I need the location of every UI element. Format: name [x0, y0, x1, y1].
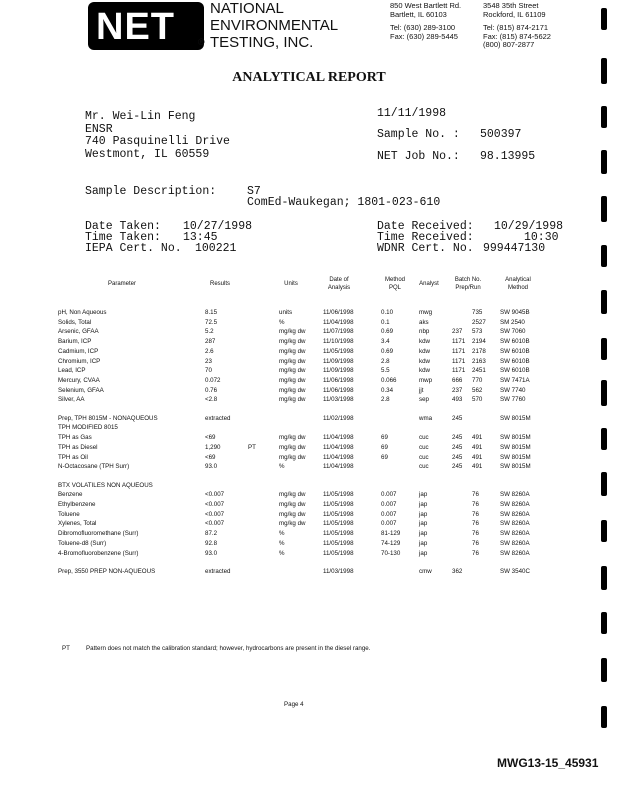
batch-run-cell: 2178 [472, 347, 486, 355]
result-cell: <0.007 [205, 491, 225, 499]
analyst-cell: cuc [419, 453, 429, 461]
time-received-label: Time Received: [377, 231, 474, 244]
analytical-method-cell: SW 8260A [500, 530, 530, 538]
analytical-method-cell: SW 8015M [500, 453, 531, 461]
analytical-method-cell: SW 8015M [500, 414, 531, 422]
footnote-text: Pattern does not match the calibration standard; however, hydrocarbons are present in the diesel range. [86, 645, 371, 652]
table-row [0, 434, 618, 444]
analyst-cell: kdw [419, 357, 431, 365]
sample-desc-2: ComEd-Waukegan; 1801-023-610 [247, 196, 441, 209]
analytical-method-cell: SW 3540C [500, 567, 530, 575]
date-cell: 11/05/1998 [323, 501, 354, 509]
result-cell: <0.007 [205, 520, 225, 528]
batch-prep-cell: 237 [452, 386, 463, 394]
analyst-cell: jap [419, 530, 428, 538]
batch-run-cell: 76 [472, 510, 479, 518]
batch-run-cell: 2163 [472, 357, 486, 365]
table-row [0, 338, 618, 348]
units-cell: mg/kg dw [279, 338, 306, 346]
client-address: Mr. Wei-Lin Feng ENSR 740 Pasquinelli Drive Westmont, IL 60559 [85, 110, 230, 161]
date-cell: 11/10/1998 [323, 338, 354, 346]
parameter-cell: pH, Non Aqueous [58, 309, 107, 316]
address-bartlett: 850 West Bartlett Rd. Bartlett, IL 60103 Tel: (630) 289-3100 Fax: (630) 289-5445 [390, 1, 462, 41]
pql-cell: 2.8 [381, 357, 390, 365]
batch-prep-cell: 245 [452, 453, 463, 461]
units-cell: % [279, 463, 285, 471]
batch-prep-cell: 362 [452, 567, 463, 575]
date-cell: 11/04/1998 [323, 434, 354, 442]
units-cell: mg/kg dw [279, 396, 306, 404]
table-row [0, 348, 618, 358]
parameter-cell: TPH as Oil [58, 453, 88, 461]
table-row [0, 463, 618, 473]
sample-desc-1: S7 [247, 185, 261, 198]
table-row [0, 377, 618, 387]
table-row [0, 309, 618, 319]
batch-run-cell: 2451 [472, 367, 486, 375]
result-cell: 92.8 [205, 539, 218, 547]
pql-cell: 0.34 [381, 386, 394, 394]
margin-bar [601, 106, 607, 128]
analytical-method-cell: SW 7471A [500, 376, 530, 384]
result-cell: 70 [205, 367, 212, 375]
units-cell: % [279, 530, 285, 538]
job-no: 98.13995 [480, 150, 536, 163]
date-cell: 11/09/1998 [323, 357, 354, 365]
analytical-method-cell: SW 8015M [500, 443, 531, 451]
pql-cell: 70-130 [381, 549, 401, 557]
pql-cell: 3.4 [381, 338, 390, 346]
logo-text: NET [96, 6, 175, 48]
table-row [0, 424, 618, 434]
result-cell: 1,290 [205, 443, 221, 451]
units-cell: % [279, 549, 285, 557]
pql-cell: 0.007 [381, 501, 397, 509]
units-cell: mg/kg dw [279, 501, 306, 509]
table-row [0, 520, 618, 530]
result-cell: 8.15 [205, 309, 218, 316]
result-cell: <69 [205, 434, 216, 442]
date-taken-label: Date Taken: [85, 220, 161, 233]
table-row [0, 396, 618, 406]
analyst-cell: cuc [419, 463, 429, 471]
parameter-cell: Selenium, GFAA [58, 386, 104, 394]
parameter-cell: Chromium, ICP [58, 357, 101, 365]
margin-bar [601, 472, 607, 496]
batch-run-cell: 491 [472, 434, 483, 442]
parameter-cell: Benzene [58, 491, 83, 499]
company-name-line: ENVIRONMENTAL [210, 17, 339, 34]
table-row [0, 454, 618, 464]
col-header-parameter: Parameter [107, 281, 136, 287]
analyst-cell: mwg [419, 309, 433, 316]
iepa-no: 100221 [195, 242, 237, 255]
batch-prep-cell: 245 [452, 434, 463, 442]
date-cell: 11/04/1998 [323, 443, 354, 451]
date-cell: 11/07/1998 [323, 328, 354, 336]
pql-cell: 0.69 [381, 347, 394, 355]
analyst-cell: cmw [419, 567, 432, 575]
date-cell: 11/04/1998 [323, 453, 354, 461]
analyst-cell: wma [419, 414, 433, 422]
batch-run-cell: 491 [472, 463, 483, 471]
table-row [0, 444, 618, 454]
table-row [0, 511, 618, 521]
wdnr-no: 999447130 [483, 242, 546, 255]
parameter-cell: Dibromofluoromethane (Surr) [58, 530, 139, 538]
pql-cell: 0.1 [381, 318, 390, 326]
units-cell: % [279, 539, 285, 547]
parameter-cell: Prep, 3550 PREP NON-AQUEOUS [58, 567, 156, 575]
analyst-cell: kdw [419, 347, 431, 355]
analytical-method-cell: SW 6010B [500, 347, 530, 355]
col-header-method-pql: Method PQL [384, 277, 405, 291]
result-cell: 5.2 [205, 328, 214, 336]
date-cell: 11/05/1998 [323, 520, 354, 528]
date-cell: 11/09/1998 [323, 367, 354, 375]
company-name-line: TESTING, INC. [210, 34, 314, 51]
analytical-method-cell: SW 6010B [500, 357, 530, 365]
units-cell: mg/kg dw [279, 357, 306, 365]
analytical-method-cell: SW 8260A [500, 549, 530, 557]
date-cell: 11/03/1998 [323, 567, 354, 575]
date-cell: 11/05/1998 [323, 549, 354, 557]
parameter-cell: Prep, TPH 8015M - NONAQUEOUS [58, 414, 158, 422]
table-row [0, 568, 618, 578]
result-cell: <0.007 [205, 501, 225, 509]
analytical-method-cell: SW 7760 [500, 396, 526, 404]
batch-prep-cell: 245 [452, 414, 463, 422]
result-cell: extracted [205, 567, 231, 575]
units-cell: mg/kg dw [279, 367, 306, 375]
net-logo [88, 2, 204, 50]
table-row [0, 387, 618, 397]
batch-run-cell: 735 [472, 309, 483, 316]
units-cell: mg/kg dw [279, 510, 306, 518]
date-cell: 11/05/1998 [323, 530, 354, 538]
parameter-cell: Lead, ICP [58, 367, 86, 375]
pql-cell: 5.5 [381, 367, 390, 375]
date-cell: 11/05/1998 [323, 491, 354, 499]
result-cell: 87.2 [205, 530, 218, 538]
margin-bar [601, 658, 607, 682]
margin-bar [601, 58, 607, 84]
margin-bar [601, 380, 607, 406]
date-cell: 11/04/1998 [323, 463, 354, 471]
table-row [0, 367, 618, 377]
batch-run-cell: 573 [472, 328, 483, 336]
batch-run-cell: 570 [472, 396, 483, 404]
company-name [210, 0, 338, 51]
address-rockford: 3548 35th Street Rockford, IL 61109 Tel: (815) 874-2171 Fax: (815) 874-5622 (800) 807-2877 [483, 1, 551, 49]
parameter-cell: Solids, Total [58, 318, 92, 326]
analytical-method-cell: SW 6010B [500, 338, 530, 346]
parameter-cell: BTX VOLATILES NON AQUEOUS [58, 481, 153, 489]
margin-bar [601, 8, 607, 30]
parameter-cell: TPH MODIFIED 8015 [58, 424, 118, 432]
batch-run-cell: 76 [472, 549, 479, 557]
time-received: 10:30 [524, 231, 559, 244]
analyst-cell: jap [419, 520, 428, 528]
margin-bar [601, 566, 607, 590]
parameter-cell: Toluene-d8 (Surr) [58, 539, 107, 547]
date-cell: 11/04/1998 [323, 318, 354, 326]
page-number: Page 4 [284, 701, 304, 708]
pql-cell: 0.69 [381, 328, 394, 336]
col-header-results: Results [209, 281, 230, 287]
units-cell: mg/kg dw [279, 520, 306, 528]
batch-prep-cell: 666 [452, 376, 463, 384]
iepa-label: IEPA Cert. No. [85, 242, 182, 255]
table-row [0, 319, 618, 329]
units-cell: mg/kg dw [279, 491, 306, 499]
batch-prep-cell: 493 [452, 396, 463, 404]
pql-cell: 2.8 [381, 396, 390, 404]
date-cell: 11/03/1998 [323, 396, 354, 404]
time-taken: 13:45 [183, 231, 218, 244]
pql-cell: 69 [381, 453, 388, 461]
parameter-cell: Barium, ICP [58, 338, 92, 346]
units-cell: % [279, 318, 285, 326]
pql-cell: 0.007 [381, 491, 397, 499]
batch-run-cell: 2194 [472, 338, 486, 346]
analyst-cell: jap [419, 510, 428, 518]
analytical-method-cell: SW 8260A [500, 539, 530, 547]
batch-run-cell: 76 [472, 539, 479, 547]
parameter-cell: Arsenic, GFAA [58, 328, 99, 336]
result-cell: <0.007 [205, 510, 225, 518]
analytical-method-cell: SW 8015M [500, 463, 531, 471]
margin-bar [601, 150, 607, 174]
units-cell: mg/kg dw [279, 347, 306, 355]
wdnr-label: WDNR Cert. No. [377, 242, 474, 255]
analytical-method-cell: SW 7060 [500, 328, 526, 336]
pql-cell: 0.007 [381, 520, 397, 528]
parameter-cell: Cadmium, ICP [58, 347, 99, 355]
date-cell: 11/05/1998 [323, 539, 354, 547]
date-received: 10/29/1998 [494, 220, 564, 233]
footnote-code: PT [62, 645, 70, 652]
margin-bar [601, 196, 607, 222]
analyst-cell: mwp [419, 376, 433, 384]
report-date: 11/11/1998 [377, 107, 447, 120]
report-title: ANALYTICAL REPORT [232, 70, 386, 85]
parameter-cell: Ethylbenzene [58, 501, 96, 509]
table-row [0, 530, 618, 540]
parameter-cell: Silver, AA [58, 396, 85, 404]
analytical-method-cell: SW 8260A [500, 510, 530, 518]
parameter-cell: TPH as Diesel [58, 443, 98, 451]
analytical-method-cell: SM 2540 [500, 318, 525, 326]
analyst-cell: jap [419, 539, 428, 547]
margin-bar [601, 245, 607, 267]
batch-run-cell: 2527 [472, 318, 486, 326]
analyst-cell: jap [419, 549, 428, 557]
batch-run-cell: 76 [472, 501, 479, 509]
pql-cell: 0.10 [381, 309, 394, 316]
batch-prep-cell: 245 [452, 463, 463, 471]
pql-cell: 69 [381, 443, 388, 451]
parameter-cell: Xylenes, Total [58, 520, 97, 528]
batch-run-cell: 76 [472, 491, 479, 499]
result-cell: 23 [205, 357, 212, 365]
result-cell: 72.5 [205, 318, 218, 326]
col-header-batch: Batch No. Prep/Run [454, 277, 482, 291]
batch-prep-cell: 1171 [452, 347, 466, 355]
parameter-cell: Mercury, CVAA [58, 376, 100, 384]
document-id: MWG13-15_45931 [497, 756, 599, 770]
analytical-method-cell: SW 6010B [500, 367, 530, 375]
batch-prep-cell: 1171 [452, 338, 466, 346]
date-cell: 11/06/1998 [323, 376, 354, 384]
table-row [0, 358, 618, 368]
date-taken: 10/27/1998 [183, 220, 253, 233]
table-row [0, 550, 618, 560]
units-cell: mg/kg dw [279, 434, 306, 442]
analytical-method-cell: SW 8260A [500, 501, 530, 509]
table-row [0, 482, 618, 492]
analyst-cell: cuc [419, 434, 429, 442]
result-cell: 93.0 [205, 549, 218, 557]
time-taken-label: Time Taken: [85, 231, 161, 244]
batch-prep-cell: 1171 [452, 367, 466, 375]
batch-prep-cell: 245 [452, 443, 463, 451]
result-cell: 0.072 [205, 376, 221, 384]
sample-desc-label: Sample Description: [85, 185, 217, 198]
analyst-cell: aks [419, 318, 429, 326]
margin-bar [601, 706, 607, 728]
margin-bar [601, 428, 607, 450]
analytical-method-cell: SW 8260A [500, 520, 530, 528]
result-cell: <2.8 [205, 396, 218, 404]
analytical-method-cell: SW 8260A [500, 491, 530, 499]
margin-bar [601, 338, 607, 360]
parameter-cell: Toluene [58, 510, 80, 518]
units-cell: mg/kg dw [279, 328, 306, 336]
date-cell: 11/05/1998 [323, 347, 354, 355]
company-name-line: NATIONAL [210, 0, 284, 17]
date-received-label: Date Received: [377, 220, 474, 233]
flag-cell: PT [248, 443, 256, 451]
batch-run-cell: 562 [472, 386, 483, 394]
analyst-cell: nbp [419, 328, 430, 336]
units-cell: mg/kg dw [279, 376, 306, 384]
analyst-cell: cuc [419, 443, 429, 451]
col-header-analyst: Analyst [419, 281, 439, 287]
batch-run-cell: 76 [472, 520, 479, 528]
table-row [0, 501, 618, 511]
units-cell: mg/kg dw [279, 453, 306, 461]
batch-run-cell: 491 [472, 453, 483, 461]
result-cell: 93.0 [205, 463, 218, 471]
margin-bar [601, 290, 607, 314]
batch-prep-cell: 237 [452, 328, 463, 336]
date-cell: 11/05/1998 [323, 510, 354, 518]
sample-no-label: Sample No. : [377, 128, 460, 141]
parameter-cell: TPH as Gas [58, 434, 92, 442]
date-cell: 11/06/1998 [323, 386, 354, 394]
sample-no: 500397 [480, 128, 522, 141]
analyst-cell: kdw [419, 367, 431, 375]
table-row [0, 491, 618, 501]
result-cell: <69 [205, 453, 216, 461]
analyst-cell: jap [419, 501, 428, 509]
analyst-cell: kdw [419, 338, 431, 346]
analyst-cell: jap [419, 491, 428, 499]
analyst-cell: sep [419, 396, 429, 404]
analyst-cell: jjt [419, 386, 424, 394]
batch-run-cell: 770 [472, 376, 483, 384]
col-header-date: Date of Analysis [327, 277, 351, 291]
batch-run-cell: 491 [472, 443, 483, 451]
table-row [0, 540, 618, 550]
table-row [0, 415, 618, 425]
result-cell: 287 [205, 338, 216, 346]
date-cell: 11/02/1998 [323, 414, 354, 422]
result-cell: 0.76 [205, 386, 218, 394]
col-header-analytical-method: Analytical Method [505, 277, 531, 291]
units-cell: mg/kg dw [279, 443, 306, 451]
margin-bar [601, 612, 607, 634]
analytical-method-cell: SW 7740 [500, 386, 526, 394]
analytical-method-cell: SW 8015M [500, 434, 531, 442]
pql-cell: 81-129 [381, 530, 401, 538]
batch-prep-cell: 1171 [452, 357, 466, 365]
result-cell: 2.6 [205, 347, 214, 355]
parameter-cell: 4-Bromofluorobenzene (Surr) [58, 549, 139, 557]
result-cell: extracted [205, 414, 231, 422]
margin-bar [601, 520, 607, 542]
units-cell: units [279, 309, 293, 316]
registered-mark: ® [198, 37, 205, 47]
pql-cell: 0.066 [381, 376, 397, 384]
pql-cell: 74-129 [381, 539, 401, 547]
col-header-units: Units [284, 281, 298, 287]
job-no-label: NET Job No.: [377, 150, 460, 163]
table-row [0, 328, 618, 338]
date-cell: 11/06/1998 [323, 309, 354, 316]
analytical-method-cell: SW 9045B [500, 309, 530, 316]
parameter-cell: N-Octacosane (TPH Surr) [58, 463, 130, 471]
batch-run-cell: 76 [472, 530, 479, 538]
units-cell: mg/kg dw [279, 386, 306, 394]
pql-cell: 0.007 [381, 510, 397, 518]
pql-cell: 69 [381, 434, 388, 442]
